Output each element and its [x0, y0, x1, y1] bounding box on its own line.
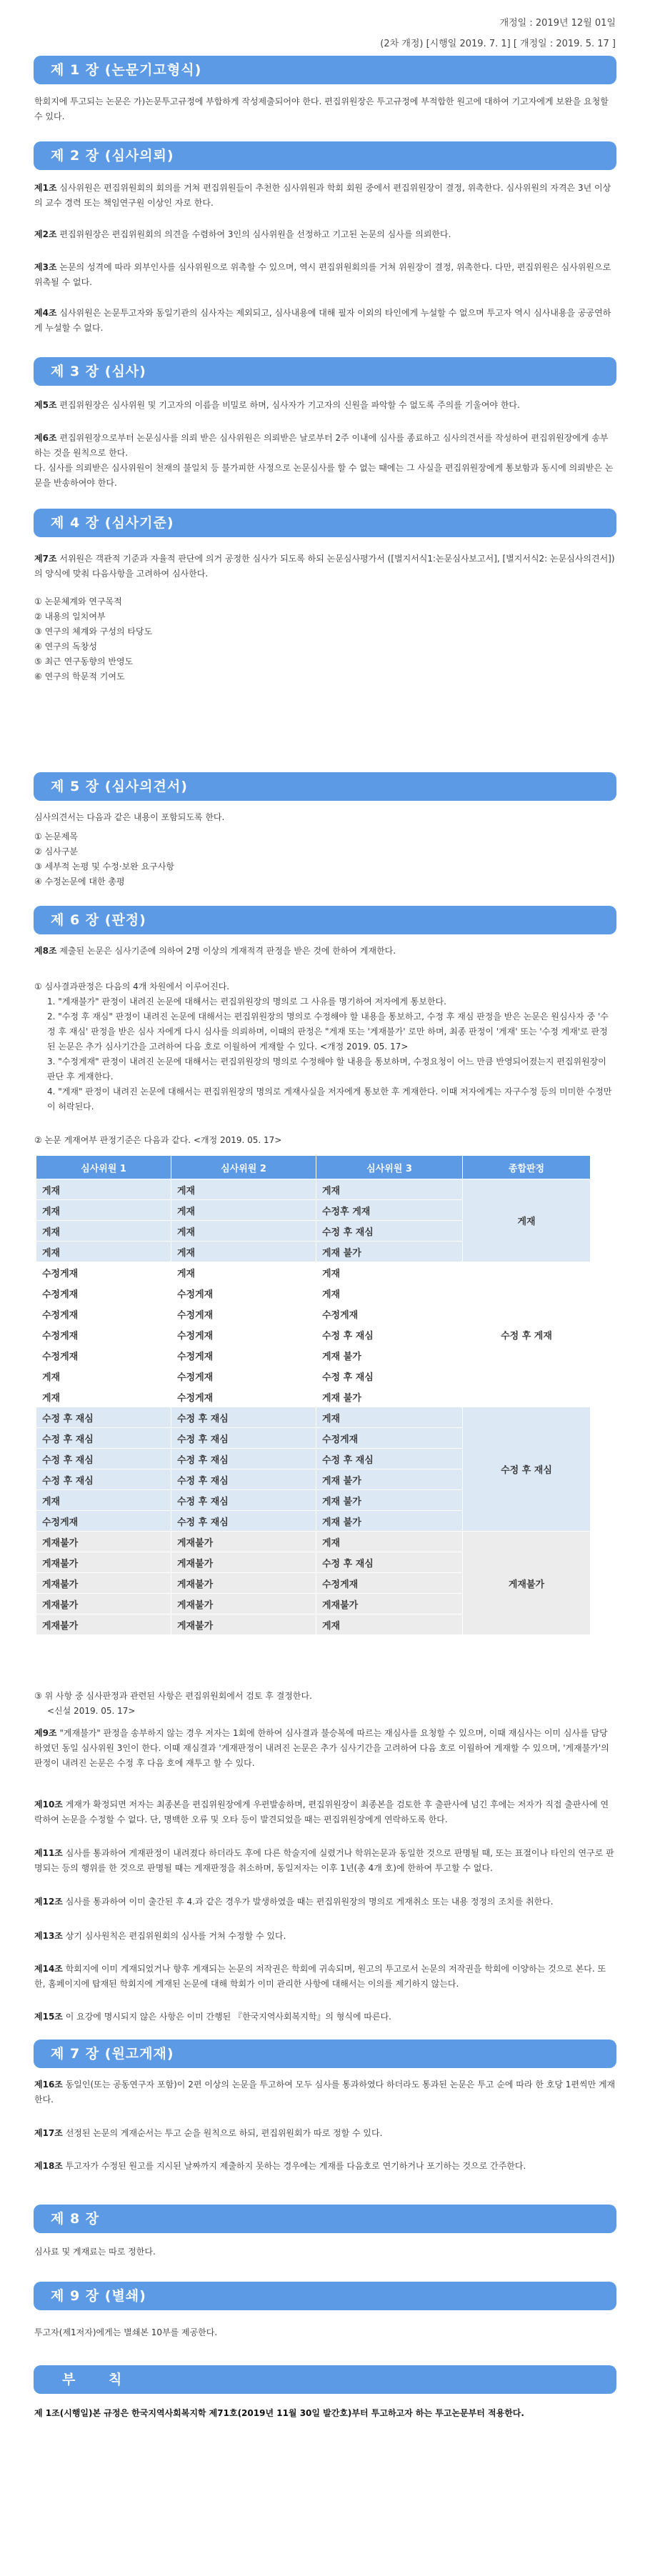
article-4 — [34, 306, 616, 336]
table-cell: 수정게재 — [36, 1324, 171, 1345]
table-cell: 수정게재 — [171, 1387, 316, 1407]
revision-history: (2차 개정) [시행일 2019. 7. 1] [ 개정일 : 2019. 5. 17 ] — [380, 39, 616, 49]
table-cell: 게재 — [171, 1262, 316, 1283]
final-judgment-cell: 게재 — [463, 1179, 591, 1262]
table-cell: 게재불가 — [171, 1594, 316, 1614]
table-cell: 게재 — [36, 1242, 171, 1262]
judgment-item-1: 1. "게재불가" 판정이 내려진 논문에 대해서는 편집위원장의 명의로 그 사유를 명기하여 저자에게 통보한다. — [47, 997, 446, 1007]
table-cell: 수정게재 — [171, 1324, 316, 1345]
article-9-number: 제9조 — [34, 1728, 57, 1738]
final-judgment-cell: 게재불가 — [463, 1532, 591, 1635]
article-4-number: 제4조 — [34, 308, 57, 318]
table-cell: 게재 — [316, 1179, 463, 1200]
table-cell: 수정게재 — [171, 1283, 316, 1304]
article-8-text: 제출된 논문은 심사기준에 의하여 2명 이상의 게재적격 판정을 받은 것에 한하여 게재한다. — [56, 946, 396, 956]
article-13 — [34, 1929, 616, 1944]
table-cell: 게재 불가 — [316, 1345, 463, 1366]
article-18-text: 투고자가 수정된 원고를 지시된 날짜까지 제출하지 못하는 경우에는 게재를 다음호로 연기하거나 포기하는 것으로 간주한다. — [62, 2161, 526, 2171]
chapter-5-title: 제 5 장 (심사의견서) — [34, 772, 616, 801]
article-1-number: 제1조 — [34, 183, 57, 193]
table-cell: 수정게재 — [36, 1511, 171, 1532]
column-header: 심사위원 3 — [316, 1156, 463, 1179]
table-cell: 게재 — [36, 1179, 171, 1200]
article-12-number: 제12조 — [34, 1897, 63, 1907]
list-item: ③ 세부적 논평 및 수정·보완 요구사항 — [34, 862, 174, 872]
article-13-number: 제13조 — [34, 1931, 63, 1941]
chapter-1-title: 제 1 장 (논문기고형식) — [34, 56, 616, 84]
judgment-section-3 — [34, 1689, 616, 1719]
article-1-text: 심사위원은 편집위원회의 회의를 거쳐 편집위원들이 추천한 심사위원과 학회 회원 중에서 편집위원장이 결정, 위촉한다. 심사위원의 자격은 3년 이상의 교수 경력 또는 책임연구원 이상인 자로 한다. — [34, 183, 611, 208]
article-2 — [34, 227, 616, 242]
article-7-number: 제7조 — [34, 554, 57, 564]
review-criteria-list — [34, 594, 616, 684]
table-cell: 수정후 게재 — [316, 1200, 463, 1221]
table-cell: 수정게재 — [171, 1366, 316, 1387]
table-cell: 게재 — [36, 1387, 171, 1407]
article-6-text: 편집위원장으로부터 논문심사를 의뢰 받은 심사위원은 의뢰받은 날로부터 2주 이내에 심사를 종료하고 심사의견서를 작성하여 편집위원장에게 송부하는 것을 원칙으로 한다. — [34, 433, 609, 458]
list-item: ③ 연구의 체계와 구성의 타당도 — [34, 626, 153, 636]
article-10-text: 게재가 확정되면 저자는 최종본을 편집위원장에게 우편발송하며, 편집위원장이 최종본을 검토한 후 출판사에 넘긴 후에는 저자가 직접 출판사에 연락하여 논문을 수정할 수 없다. 단, 명백한 오류 및 오타 등이 발견되었을 때는 편집위원장에게 연락하도록 한다. — [34, 1799, 609, 1824]
table-cell: 게재불가 — [171, 1552, 316, 1573]
list-item: ④ 수정논문에 대한 총평 — [34, 877, 125, 887]
list-item: ⑤ 최근 연구동향의 반영도 — [34, 657, 134, 667]
list-item: ① 논문제목 — [34, 832, 78, 842]
table-cell: 게재 — [316, 1532, 463, 1552]
article-9 — [34, 1726, 616, 1771]
list-item: ⑥ 연구의 학문적 기여도 — [34, 672, 125, 682]
article-15-number: 제15조 — [34, 2012, 63, 2022]
table-cell: 게재불가 — [36, 1594, 171, 1614]
article-3-number: 제3조 — [34, 262, 57, 272]
table-cell: 게재불가 — [36, 1573, 171, 1594]
chapter-9-text: 투고자(제1저자)에게는 별쇄본 10부를 제공한다. — [34, 2327, 218, 2337]
article-4-text: 심사위원은 논문투고자와 동일기관의 심사자는 제외되고, 심사내용에 대해 필자 이외의 타인에게 누설할 수 없으며 투고자 역시 심사내용을 공공연하게 누설할 수 없다. — [34, 308, 611, 333]
article-7 — [34, 551, 616, 581]
final-judgment-cell: 수정 후 재심 — [463, 1407, 591, 1532]
table-cell: 수정 후 재심 — [171, 1407, 316, 1428]
table-cell: 게재불가 — [171, 1532, 316, 1552]
table-cell: 수정 후 재심 — [316, 1552, 463, 1573]
table-cell: 게재불가 — [171, 1573, 316, 1594]
table-row — [36, 1407, 591, 1428]
table-cell: 게재 불가 — [316, 1242, 463, 1262]
judgment-table — [36, 1155, 591, 1635]
table-cell: 수정 후 재심 — [171, 1449, 316, 1469]
article-17 — [34, 2126, 616, 2141]
addendum-text: 제 1조(시행일)본 규정은 한국지역사회복지학 제71호(2019년 11월 30일 발간호)부터 투고하고자 하는 투고논문부터 적용한다. — [34, 2408, 524, 2418]
table-cell: 게재 — [316, 1407, 463, 1428]
article-5-number: 제5조 — [34, 400, 57, 410]
table-cell: 수정 후 재심 — [171, 1469, 316, 1490]
table-cell: 게재 — [36, 1366, 171, 1387]
chapter-8-title: 제 8 장 — [34, 2205, 616, 2233]
article-6-number: 제6조 — [34, 433, 57, 443]
article-10 — [34, 1797, 616, 1827]
article-7-text: 서위원은 객관적 기준과 자율적 판단에 의거 공정한 심사가 되도록 하되 논문심사평가서 ([별지서식1:논문심사보고서], [별지서식2: 논문심사의견서])의 양식에 맞춰 다음사항을 고려하여 심사한다. — [34, 554, 615, 579]
article-9-text: "게재불가" 판정을 송부하지 않는 경우 저자는 1회에 한하여 심사결과 불승복에 따르는 재심사를 요청할 수 있으며, 이때 재심사는 이미 심사를 담당하였던 동일 심사위원 3인이 한다. 이때 재심결과 '게재판정이 내려진 논문은 추가 심사기간을 고려하여 다음 호로 이월하여 게재할 수 있으며, '게재불가'의 판정이 내려진 논문은 수정 후 다음 호에 재투고 할 수 있다. — [34, 1728, 609, 1768]
column-header: 종합판정 — [463, 1156, 591, 1179]
table-cell: 수정 후 재심 — [316, 1324, 463, 1345]
table-row — [36, 1532, 591, 1552]
article-1 — [34, 181, 616, 211]
table-cell: 수정게재 — [36, 1345, 171, 1366]
article-5 — [34, 398, 616, 413]
table-cell: 게재불가 — [36, 1552, 171, 1573]
table-cell: 수정게재 — [171, 1304, 316, 1324]
table-cell: 수정 후 재심 — [36, 1407, 171, 1428]
article-17-text: 선정된 논문의 게재순서는 투고 순을 원칙으로 하되, 편집위원회가 따로 정할 수 있다. — [62, 2128, 383, 2138]
chapter-7-title: 제 7 장 (원고게재) — [34, 2040, 616, 2068]
article-15 — [34, 2010, 616, 2025]
table-cell: 수정 후 재심 — [36, 1449, 171, 1469]
table-cell: 게재 — [36, 1221, 171, 1242]
judgment-item-3: 3. "수정게재" 판정이 내려진 논문에 대해서는 편집위원장의 명의로 수정해야 할 내용을 통보하며, 수정요청이 어느 만큼 반영되어졌는지 편집위원장이 판단 후 게재한다. — [47, 1057, 606, 1082]
judgment-intro: ① 심사결과판정은 다음의 4개 차원에서 이루어진다. — [34, 982, 230, 992]
chapter-9-title: 제 9 장 (별쇄) — [34, 2282, 616, 2310]
chapter-8-text: 심사료 및 게재료는 따로 정한다. — [34, 2247, 156, 2257]
article-16 — [34, 2077, 616, 2107]
table-cell: 수정 후 재심 — [171, 1511, 316, 1532]
table-cell: 게재 — [316, 1614, 463, 1635]
table-cell: 게재 — [36, 1200, 171, 1221]
table-cell: 게재 — [171, 1200, 316, 1221]
article-2-text: 편집위원장은 편집위원회의 의견을 수렴하여 3인의 심사위원을 선정하고 기고된 논문의 심사를 의뢰한다. — [56, 229, 451, 239]
addendum-title: 부 칙 — [34, 2365, 616, 2394]
article-8 — [34, 944, 616, 959]
judgment-item-2: 2. "수정 후 재심" 판정이 내려진 논문에 대해서는 편집위원장의 명의로 수정해야 할 내용을 통보하고, 수정 후 재심 판정을 받은 논문은 원심사자 중 '수정 후 재심' 판정을 받은 심사 자에게 다시 심사를 의뢰하며, 이때의 판정은 "게재 또는 '게재불가' 로만 하며, 최종 판정이 '게재' 또는 '수정 게재'로 판정된 논문은 추가 심사기간을 고려하여 다음 호로 이월하여 게재할 수 있다. <개정 2019. 05. 17> — [47, 1012, 609, 1052]
table-cell: 수정 후 재심 — [316, 1366, 463, 1387]
article-12-text: 심사를 통과하여 이미 출간된 후 4.과 같은 경우가 발생하였을 때는 편집위원장의 명의로 게재취소 또는 내용 정정의 조치를 취한다. — [62, 1897, 554, 1907]
table-cell: 게재 불가 — [316, 1469, 463, 1490]
article-13-text: 상기 심사원칙은 편집위원회의 심사를 거쳐 수정할 수 있다. — [62, 1931, 286, 1941]
table-cell: 게재불가 — [36, 1532, 171, 1552]
article-18 — [34, 2159, 616, 2174]
table-cell: 게재 불가 — [316, 1511, 463, 1532]
table-cell: 게재 — [171, 1242, 316, 1262]
list-item: ④ 연구의 독창성 — [34, 641, 97, 652]
table-cell: 수정 후 재심 — [171, 1490, 316, 1511]
article-2-number: 제2조 — [34, 229, 57, 239]
judgment-note: ③ 위 사항 중 심사판정과 관련된 사항은 편집위원회에서 검토 후 결정한다. — [34, 1691, 312, 1701]
chapter-2-title: 제 2 장 (심사의뢰) — [34, 141, 616, 170]
table-cell: 수정게재 — [316, 1304, 463, 1324]
table-cell: 게재 불가 — [316, 1490, 463, 1511]
revision-date: 개정일 : 2019년 12월 01일 — [499, 18, 616, 29]
table-row — [36, 1179, 591, 1200]
article-12 — [34, 1894, 616, 1909]
table-cell: 수정 후 재심 — [36, 1428, 171, 1449]
table-cell: 수정게재 — [36, 1283, 171, 1304]
table-cell: 수정 후 재심 — [316, 1221, 463, 1242]
table-cell: 게재 — [316, 1283, 463, 1304]
table-cell: 게재불가 — [171, 1614, 316, 1635]
table-cell: 수정 후 재심 — [36, 1469, 171, 1490]
article-11-text: 심사를 통과하여 게재판정이 내려졌다 하더라도 후에 다른 학술지에 실렸거나 학위논문과 동일한 것으로 판명될 때, 또는 표절이나 타인의 연구로 판명되는 등의 행위를 한 것으로 판명될 때는 게재판정을 취소하며, 동일저자는 이후 1년(총 4개 호)에 한하여 투고할 수 없다. — [34, 1848, 614, 1873]
article-5-text: 편집위원장은 심사위원 및 기고자의 이름을 비밀로 하며, 심사자가 기고자의 신원을 파악할 수 없도록 주의를 기울여야 한다. — [56, 400, 520, 410]
article-15-text: 이 요강에 명시되지 않은 사항은 이미 간행된 『한국지역사회복지학』의 형식에 따른다. — [62, 2012, 391, 2022]
article-6-proviso: 다. 심사를 의뢰받은 심사위원이 천재의 불일치 등 불가피한 사정으로 논문심사를 할 수 없는 때에는 그 사실을 편집위원장에게 통보함과 동시에 의뢰받은 논문을 반송하여야 한다. — [34, 463, 614, 488]
article-14 — [34, 1962, 616, 1992]
chapter-6-title: 제 6 장 (판정) — [34, 906, 616, 934]
table-cell: 게재 불가 — [316, 1387, 463, 1407]
chapter-3-title: 제 3 장 (심사) — [34, 357, 616, 386]
table-cell: 수정게재 — [316, 1428, 463, 1449]
chapter-5-intro: 심사의견서는 다음과 같은 내용이 포함되도록 한다. — [34, 812, 225, 822]
article-14-number: 제14조 — [34, 1964, 63, 1974]
article-11-number: 제11조 — [34, 1848, 63, 1858]
article-3-text: 논문의 성격에 따라 외부인사를 심사위원으로 위촉할 수 있으며, 역시 편집위원회의를 거쳐 위원장이 결정, 위촉한다. 다만, 편집위원은 심사위원으로 위촉될 수 없다. — [34, 262, 611, 287]
article-18-number: 제18조 — [34, 2161, 63, 2171]
table-header-row — [36, 1156, 591, 1179]
table-cell: 게재 — [171, 1179, 316, 1200]
table-cell: 수정게재 — [316, 1573, 463, 1594]
table-cell: 게재 — [316, 1262, 463, 1283]
list-item: ① 논문체계와 연구목적 — [34, 596, 122, 606]
article-17-number: 제17조 — [34, 2128, 63, 2138]
table-cell: 수정게재 — [36, 1262, 171, 1283]
table-cell: 게재불가 — [316, 1594, 463, 1614]
judgment-item-4: 4. "게재" 판정이 내려진 논문에 대해서는 편집위원장의 명의로 게재사실을 저자에게 통보한 후 게재한다. 이때 저자에게는 자구수정 등의 미미한 수정만이 허락된다. — [47, 1087, 612, 1112]
table-cell: 게재 — [171, 1221, 316, 1242]
judgment-criteria-caption: ② 논문 게재여부 판정기준은 다음과 같다. <개정 2019. 05. 17> — [34, 1135, 282, 1145]
chapter-1-text: 학회지에 투고되는 논문은 가)논문투고규정에 부합하게 작성제출되어야 한다. 편집위원장은 투고규정에 부적합한 원고에 대하여 기고자에게 보완을 요청할 수 있다. — [34, 96, 609, 121]
article-6 — [34, 431, 616, 491]
article-11 — [34, 1846, 616, 1876]
article-3 — [34, 260, 616, 290]
article-16-number: 제16조 — [34, 2080, 63, 2090]
article-16-text: 동일인(또는 공동연구자 포함)이 2편 이상의 논문을 투고하여 모두 심사를 통과하였다 하더라도 통과된 논문은 투고 순에 따라 한 호당 1편씩만 게재한다. — [34, 2080, 616, 2105]
final-judgment-cell: 수정 후 게재 — [463, 1262, 591, 1407]
list-item: ② 심사구분 — [34, 847, 78, 857]
article-8-number: 제8조 — [34, 946, 57, 956]
judgment-note-date: <신설 2019. 05. 17> — [47, 1706, 136, 1716]
table-cell: 게재 — [36, 1490, 171, 1511]
review-opinion-list — [34, 829, 616, 889]
table-row — [36, 1262, 591, 1283]
article-14-text: 학회지에 이미 게재되었거나 향후 게재되는 논문의 저작권은 학회에 귀속되며, 원고의 투고로서 논문의 저작권을 학회에 이양하는 것으로 본다. 또한, 홈페이지에 탑재된 학회지에 게재된 논문에 대해 학회가 이미 관리한 사항에 대해서는 이의를 제기하지 않는다. — [34, 1964, 606, 1989]
table-cell: 수정 후 재심 — [171, 1428, 316, 1449]
column-header: 심사위원 1 — [36, 1156, 171, 1179]
column-header: 심사위원 2 — [171, 1156, 316, 1179]
article-10-number: 제10조 — [34, 1799, 63, 1809]
list-item: ② 내용의 일치여부 — [34, 611, 106, 621]
chapter-4-title: 제 4 장 (심사기준) — [34, 509, 616, 537]
judgment-section-1 — [34, 979, 616, 1114]
table-cell: 게재불가 — [36, 1614, 171, 1635]
table-cell: 수정게재 — [36, 1304, 171, 1324]
table-cell: 수정 후 재심 — [316, 1449, 463, 1469]
table-cell: 수정게재 — [171, 1345, 316, 1366]
